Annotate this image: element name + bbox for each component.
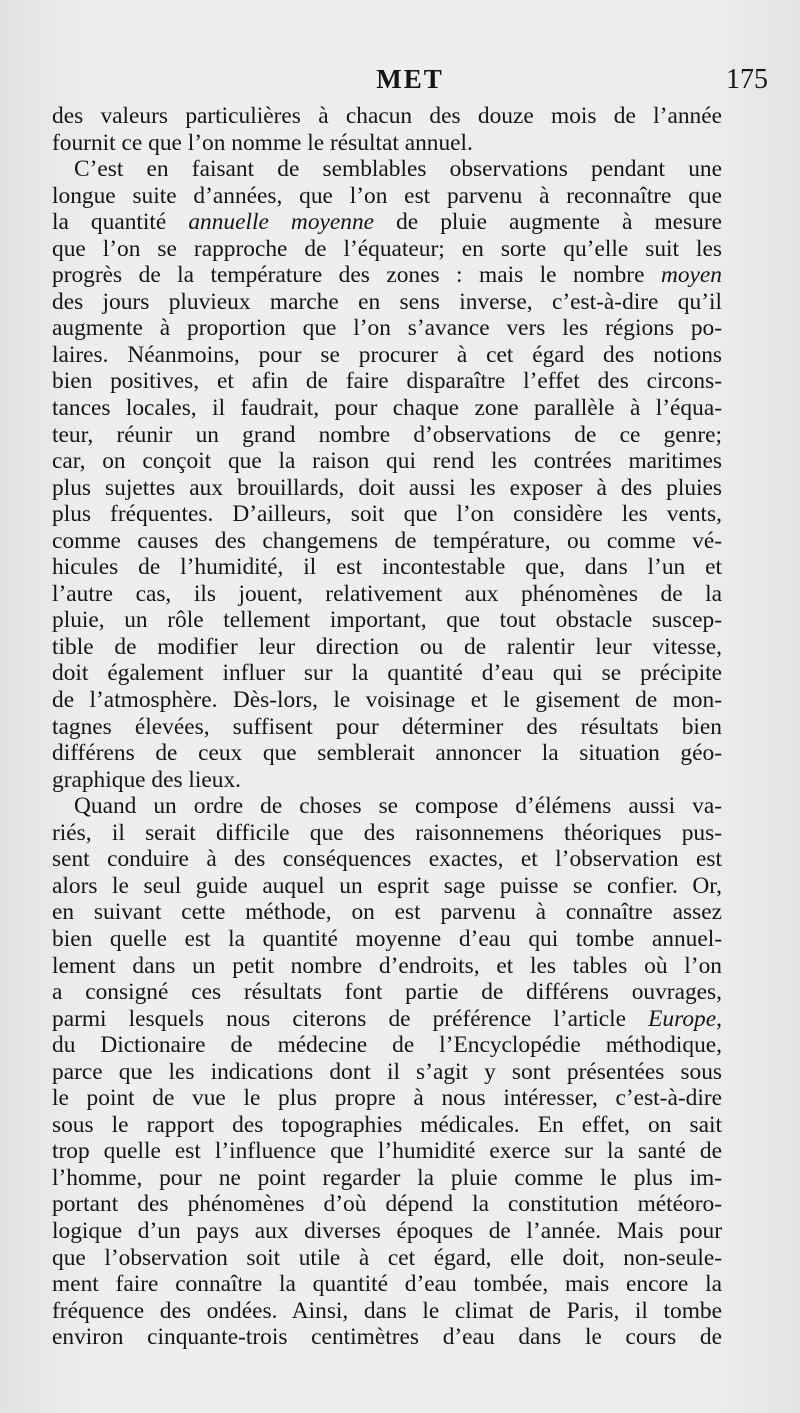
text-line: [52, 528, 722, 555]
text-line: [52, 289, 722, 316]
text-segment: logique d’un pays aux diverses époques de l’année. Mais pour: [52, 1217, 722, 1244]
text-line: [52, 1191, 722, 1218]
italic-text: annuelle moyenne: [188, 209, 375, 236]
text-segment: augmente à proportion que l’on s’avance vers les régions po-: [52, 315, 722, 342]
text-segment: bien positives, et afin de faire disparaître l’effet des circons-: [52, 368, 722, 395]
text-segment: bien quelle est la quantité moyenne d’eau qui tombe annuel-: [52, 925, 722, 952]
text-segment: des jours pluvieux marche en sens inverse, c’est-à-dire qu’il: [52, 288, 722, 315]
text-line: [52, 183, 722, 210]
text-segment: portant des phénomènes d’où dépend la constitution météoro-: [52, 1191, 722, 1218]
text-line: [52, 368, 722, 395]
text-line: [52, 660, 722, 687]
text-segment: des valeurs particulières à chacun des douze mois de l’année: [52, 103, 722, 129]
text-line: [52, 342, 722, 369]
text-segment: sous le rapport des topographies médicales. En effet, on sait: [52, 1111, 722, 1138]
text-line: [52, 979, 722, 1006]
text-line: [52, 767, 722, 794]
text-line: [52, 1032, 722, 1059]
text-segment: laires. Néanmoins, pour se procurer à cet égard des notions: [52, 341, 722, 368]
text-segment: plus sujettes aux brouillards, doit aussi les exposer à des pluies: [52, 474, 722, 501]
text-segment: que l’on se rapproche de l’équateur; en sorte qu’elle suit les: [52, 235, 722, 262]
text-segment: tible de modifier leur direction ou de ralentir leur vitesse,: [52, 633, 722, 660]
text-line: [52, 926, 722, 953]
text-line: [52, 554, 722, 581]
text-line: [52, 873, 722, 900]
text-segment: doit également influer sur la quantité d’eau qui se précipite: [52, 660, 722, 687]
text-segment: fréquence des ondées. Ainsi, dans le climat de Paris, il tombe: [52, 1297, 722, 1324]
text-line: [52, 422, 722, 449]
text-segment: plus fréquentes. D’ailleurs, soit que l’on considère les vents,: [52, 501, 722, 528]
text-segment: progrès de la température des zones : mais le nombre: [52, 262, 661, 289]
text-line: [52, 581, 722, 608]
text-line: [52, 1324, 722, 1351]
text-line: [52, 315, 722, 342]
text-line: [52, 1006, 722, 1033]
text-segment: l’autre cas, ils jouent, relativement aux phénomènes de la: [52, 580, 722, 607]
text-line: [52, 209, 722, 236]
text-line: [52, 1218, 722, 1245]
text-segment: sent conduire à des conséquences exactes, et l’observation est: [52, 846, 722, 873]
running-head: MET: [376, 64, 444, 94]
page-number: 175: [726, 64, 768, 95]
text-line: [52, 448, 722, 475]
text-segment: C’est en faisant de semblables observations pendant une: [74, 156, 722, 183]
text-segment: teur, réunir un grand nombre d’observations de ce genre;: [52, 421, 722, 448]
text-segment: alors le seul guide auquel un esprit sage puisse se confier. Or,: [52, 872, 722, 899]
text-segment: ,: [716, 1005, 722, 1032]
text-line: [52, 899, 722, 926]
text-line: [52, 740, 722, 767]
text-line: [52, 156, 722, 183]
body-text: [52, 103, 722, 1351]
text-line: [52, 236, 722, 263]
text-segment: graphique des lieux.: [52, 766, 242, 793]
text-line: [52, 1271, 722, 1298]
text-segment: en suivant cette méthode, on est parvenu à connaître assez: [52, 899, 722, 926]
text-line: [52, 1165, 722, 1192]
text-segment: différens de ceux que semblerait annoncer la situation géo-: [52, 740, 722, 767]
text-segment: Quand un ordre de choses se compose d’élémens aussi va-: [74, 793, 722, 820]
text-line: [52, 1112, 722, 1139]
text-segment: que l’observation soit utile à cet égard, elle doit, non-seule-: [52, 1244, 722, 1271]
text-line: [52, 103, 722, 130]
text-segment: tances locales, il faudrait, pour chaque zone parallèle à l’équa-: [52, 395, 722, 422]
text-line: [52, 1059, 722, 1086]
text-line: [52, 793, 722, 820]
text-segment: de l’atmosphère. Dès-lors, le voisinage et le gisement de mon-: [52, 687, 722, 714]
text-line: [52, 820, 722, 847]
text-segment: fournit ce que l’on nomme le résultat annuel.: [52, 129, 473, 156]
text-line: [52, 607, 722, 634]
text-segment: longue suite d’années, que l’on est parvenu à reconnaître que: [52, 182, 722, 209]
text-segment: environ cinquante-trois centimètres d’eau dans le cours de: [52, 1324, 722, 1351]
text-line: [52, 1298, 722, 1325]
text-line: [52, 634, 722, 661]
text-segment: riés, il serait difficile que des raisonnemens théoriques pus-: [52, 819, 722, 846]
text-segment: ment faire connaître la quantité d’eau tombée, mais encore la: [52, 1271, 722, 1298]
text-line: [52, 846, 722, 873]
text-line: [52, 475, 722, 502]
page-header: [52, 64, 768, 104]
italic-text: moyen: [660, 262, 722, 289]
text-line: [52, 501, 722, 528]
text-line: [52, 714, 722, 741]
text-segment: parmi lesquels nous citerons de préférence l’article: [52, 1005, 649, 1032]
text-line: [52, 130, 722, 157]
text-line: [52, 1245, 722, 1272]
text-line: [52, 1138, 722, 1165]
text-segment: lement dans un petit nombre d’endroits, et les tables où l’on: [52, 952, 722, 979]
text-segment: l’homme, pour ne point regarder la pluie comme le plus im-: [52, 1164, 722, 1191]
text-segment: du Dictionaire de médecine de l’Encyclopédie méthodique,: [52, 1032, 722, 1059]
text-segment: pluie, un rôle tellement important, que tout obstacle suscep-: [52, 607, 722, 634]
text-segment: car, on conçoit que la raison qui rend les contrées maritimes: [52, 448, 722, 475]
text-segment: le point de vue le plus propre à nous intéresser, c’est-à-dire: [52, 1085, 722, 1112]
text-segment: tagnes élevées, suffisent pour déterminer des résultats bien: [52, 713, 722, 740]
text-segment: hicules de l’humidité, il est incontestable que, dans l’un et: [52, 554, 722, 581]
text-line: [52, 953, 722, 980]
text-line: [52, 262, 722, 289]
text-segment: parce que les indications dont il s’agit y sont présentées sous: [52, 1058, 722, 1085]
text-line: [52, 687, 722, 714]
text-segment: trop quelle est l’influence que l’humidité exerce sur la santé de: [52, 1138, 722, 1165]
italic-text: Europe: [648, 1005, 717, 1032]
text-segment: la quantité: [52, 209, 189, 236]
text-segment: comme causes des changemens de température, ou comme vé-: [52, 527, 722, 554]
text-line: [52, 395, 722, 422]
text-segment: a consigné ces résultats font partie de différens ouvrages,: [52, 979, 722, 1006]
text-segment: de pluie augmente à mesure: [374, 209, 722, 236]
text-line: [52, 1085, 722, 1112]
